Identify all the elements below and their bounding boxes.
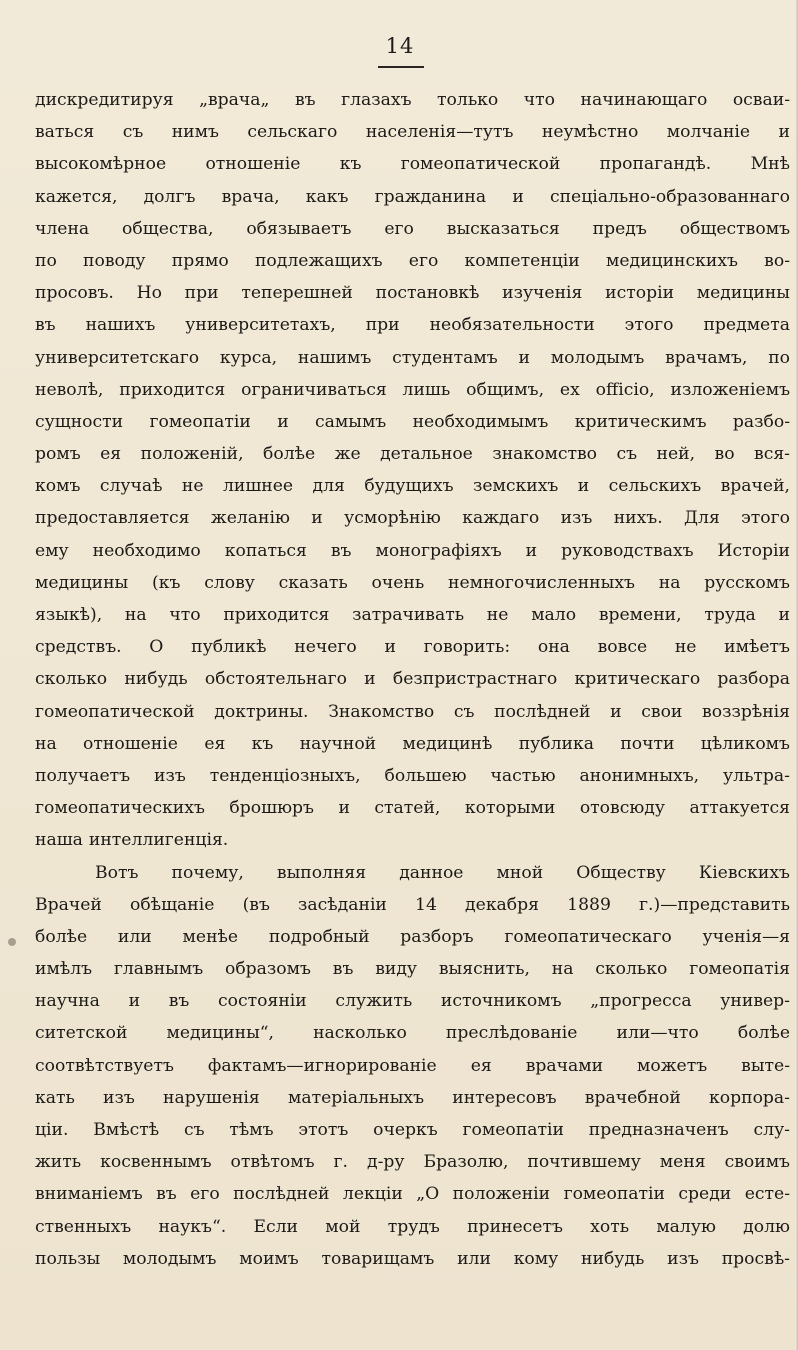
paragraph-end-line: наша интеллигенція. xyxy=(35,830,229,851)
text-line: ему необходимо копаться въ монографіяхъ и руководствахъ Исторіи xyxy=(35,540,790,561)
text-line: кажется, долгъ врача, какъ гражданина и спеціально-образованнаго xyxy=(35,186,790,207)
text-line: жить косвеннымъ отвѣтомъ г. д-ру Бразолю, почтившему меня своимъ xyxy=(35,1152,790,1173)
text-line: языкѣ), на что приходится затрачивать не мало времени, труда и xyxy=(35,605,790,625)
text-line: имѣлъ главнымъ образомъ въ виду выяснить, на сколько гомеопатія xyxy=(35,959,790,980)
page-number-underline xyxy=(378,66,424,68)
text-line: научна и въ состояніи служить источникомъ „прогресса универ- xyxy=(35,991,790,1012)
text-line: ромъ ея положеній, болѣе же детальное знакомство съ ней, во вся- xyxy=(35,444,790,465)
text-line: гомеопатическихъ брошюръ и статей, которыми отовсюду аттакуется xyxy=(35,798,790,819)
text-line: сколько нибудь обстоятельнаго и безпристрастнаго критическаго разбора xyxy=(35,669,790,690)
text-line: по поводу прямо подлежащихъ его компетенціи медицинскихъ во- xyxy=(35,250,790,271)
text-line: ціи. Вмѣстѣ съ тѣмъ этотъ очеркъ гомеопатіи предназначенъ слу- xyxy=(35,1120,790,1140)
text-line: болѣе или менѣе подробный разборъ гомеопатическаго ученія—я xyxy=(35,926,790,947)
text-line: въ нашихъ университетахъ, при необязательности этого предмета xyxy=(35,315,790,336)
body-text xyxy=(35,84,790,1275)
text-line: члена общества, обязываетъ его высказаться предъ обществомъ xyxy=(35,218,790,239)
text-line: гомеопатической доктрины. Знакомство съ послѣдней и свои воззрѣнія xyxy=(35,701,790,722)
text-line: ситетской медицины“, насколько преслѣдованіе или—что болѣе xyxy=(35,1023,790,1044)
text-line: кать изъ нарушенія матеріальныхъ интересовъ врачебной корпора- xyxy=(35,1087,790,1108)
text-line: дискредитируя „врача„ въ глазахъ только что начинающаго осваи- xyxy=(35,90,790,110)
text-line: ваться съ нимъ сельскаго населенія—тутъ неумѣстно молчаніе и xyxy=(35,122,790,143)
text-line: ственныхъ наукъ“. Если мой трудъ принесетъ хоть малую долю xyxy=(35,1216,790,1237)
text-line: высокомѣрное отношеніе къ гомеопатической пропагандѣ. Мнѣ xyxy=(35,154,790,175)
text-line: соотвѣтствуетъ фактамъ—игнорированіе ея врачами можетъ выте- xyxy=(35,1055,790,1076)
text-line: получаетъ изъ тенденціозныхъ, большею частью анонимныхъ, ультра- xyxy=(35,765,790,786)
text-line: пользы молодымъ моимъ товарищамъ или кому нибудь изъ просвѣ- xyxy=(35,1248,790,1269)
text-line: предоставляется желанію и усморѣнію каждаго изъ нихъ. Для этого xyxy=(35,508,790,529)
text-line: сущности гомеопатіи и самымъ необходимымъ критическимъ разбо- xyxy=(35,411,790,432)
text-line: неволѣ, приходится ограничиваться лишь общимъ, ex officio, изложеніемъ xyxy=(35,379,790,400)
text-line: Врачей обѣщаніе (въ засѣданіи 14 декабря 1889 г.)—представить xyxy=(35,894,790,915)
text-line: комъ случаѣ не лишнее для будущихъ земскихъ и сельскихъ врачей, xyxy=(35,476,790,497)
text-line: вниманіемъ въ его послѣдней лекціи „О положеніи гомеопатіи среди есте- xyxy=(35,1184,790,1205)
text-line: медицины (къ слову сказать очень немногочисленныхъ на русскомъ xyxy=(35,572,790,593)
page-number: 14 xyxy=(385,34,415,58)
text-line: на отношеніе ея къ научной медицинѣ публика почти цѣликомъ xyxy=(35,733,790,754)
ink-spot xyxy=(8,938,16,946)
paragraph-start-line: Вотъ почему, выполняя данное мной Обществу Кіевскихъ xyxy=(95,862,790,883)
text-line: университетскаго курса, нашимъ студентамъ и молодымъ врачамъ, по xyxy=(35,347,790,368)
text-line: средствъ. О публикѣ нечего и говорить: она вовсе не имѣетъ xyxy=(35,637,790,658)
text-line: просовъ. Но при теперешней постановкѣ изученія исторіи медицины xyxy=(35,283,790,304)
